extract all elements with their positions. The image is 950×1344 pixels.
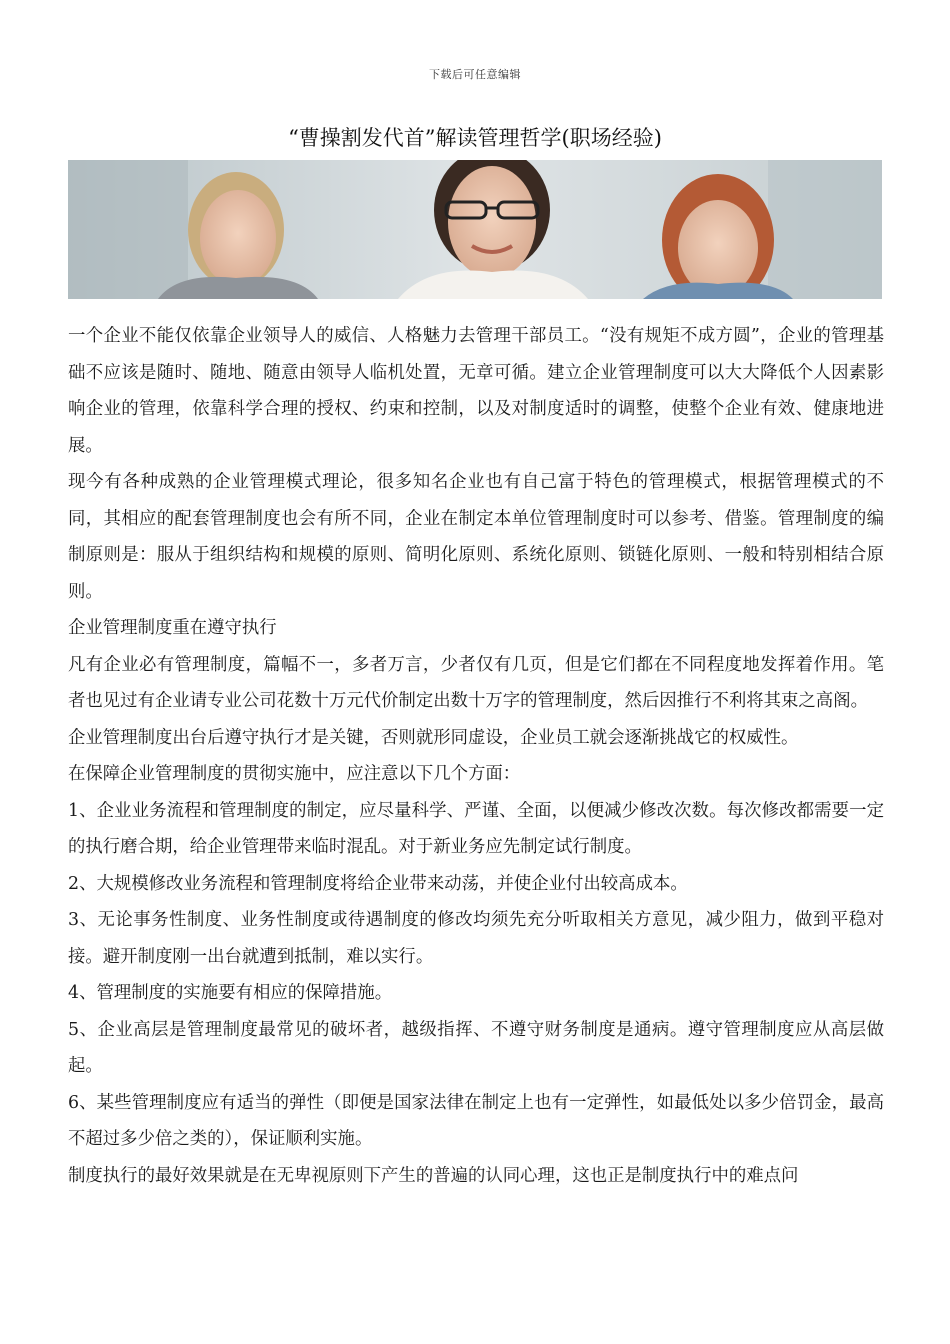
paragraph: 一个企业不能仅依靠企业领导人的威信、人格魅力去管理干部员工。“没有规矩不成方圆”，企业的管理基础不应该是随时、随地、随意由领导人临机处置，无章可循。建立企业管理制度可以大大降低个人因素影响企业的管理，依靠科学合理的授权、约束和控制，以及对制度适时的调整，使整个企业有效、健康地进展。 xyxy=(68,326,884,456)
list-item: 6、某些管理制度应有适当的弹性（即便是国家法律在制定上也有一定弹性，如最低处以多少倍罚金，最高不超过多少倍之类的），保证顺利实施。 xyxy=(68,1092,884,1149)
list-item: 3、无论事务性制度、业务性制度或待遇制度的修改均须先充分听取相关方意见，减少阻力，做到平稳对接。避开制度刚一出台就遭到抵制，难以实行。 xyxy=(68,910,884,967)
list-item: 2、大规模修改业务流程和管理制度将给企业带来动荡，并使企业付出较高成本。 xyxy=(68,873,688,894)
header-note: 下载后可任意编辑 xyxy=(429,68,521,81)
document-body xyxy=(68,318,884,1194)
list-item: 4、管理制度的实施要有相应的保障措施。 xyxy=(68,983,393,1003)
paragraph: 制度执行的最好效果就是在无卑视原则下产生的普遍的认同心理，这也正是制度执行中的难点问 xyxy=(68,1165,799,1186)
paragraph: 在保障企业管理制度的贯彻实施中，应注意以下几个方面： xyxy=(68,764,521,784)
list-item: 1、企业业务流程和管理制度的制定，应尽量科学、严谨、全面，以便减少修改次数。每次修改都需要一定的执行磨合期，给企业管理带来临时混乱。对于新业务应先制定试行制度。 xyxy=(68,800,884,857)
list-item: 5、企业高层是管理制度最常见的破坏者，越级指挥、不遵守财务制度是通病。遵守管理制度应从高层做起。 xyxy=(68,1019,884,1076)
paragraph: 凡有企业必有管理制度，篇幅不一，多者万言，少者仅有几页，但是它们都在不同程度地发挥着作用。笔者也见过有企业请专业公司花数十万元代价制定出数十万字的管理制度，然后因推行不利将其束之高阁。 xyxy=(68,654,884,711)
section-heading: 企业管理制度重在遵守执行 xyxy=(68,618,277,638)
paragraph: 现今有各种成熟的企业管理模式理论，很多知名企业也有自己富于特色的管理模式，根据管理模式的不同，其相应的配套管理制度也会有所不同，企业在制定本单位管理制度时可以参考、借鉴。管理制度的编制原则是：服从于组织结构和规模的原则、简明化原则、系统化原则、锁链化原则、一般和特别相结合原则。 xyxy=(68,472,884,602)
paragraph: 企业管理制度出台后遵守执行才是关键，否则就形同虚设，企业员工就会逐渐挑战它的权威性。 xyxy=(68,727,799,748)
document-title: “曹操割发代首”解读管理哲学(职场经验) xyxy=(288,126,662,150)
hero-photo xyxy=(68,160,882,299)
